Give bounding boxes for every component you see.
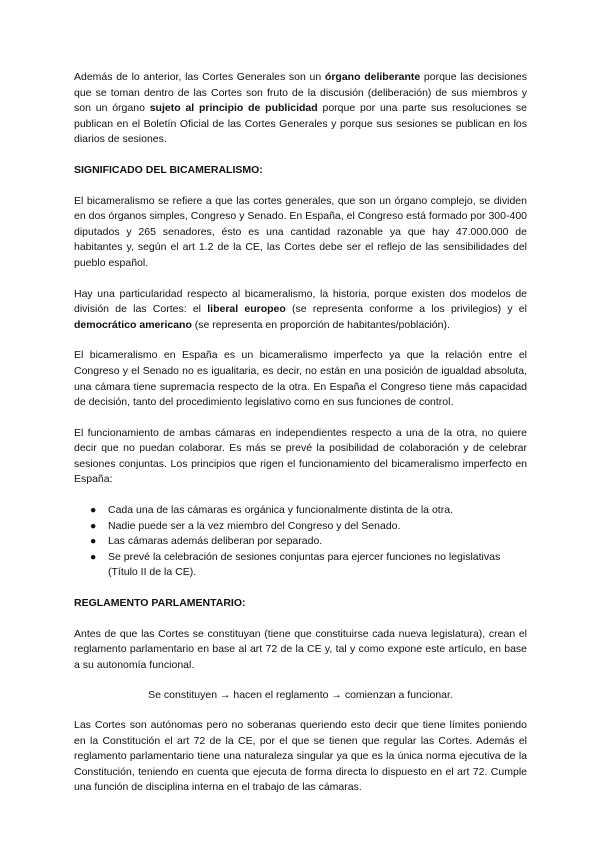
list-item: ● Se prevé la celebración de sesiones conjuntas para ejercer funciones no legislativas (Título II de la CE).: [90, 550, 501, 579]
bold-liberal-europeo: liberal europeo: [207, 303, 286, 316]
heading-reglamento: REGLAMENTO PARLAMENTARIO:: [74, 597, 246, 610]
heading-bicameralismo: SIGNIFICADO DEL BICAMERALISMO:: [74, 163, 263, 176]
bold-organo-deliberante: órgano deliberante: [324, 71, 421, 83]
paragraph-reglamento-intro: Antes de que las Cortes se constituyan (tiene que constituirse cada nueva legislatura), crean el reglamento parlamentario en base al art 72 de la CE y, tal y como expone este artículo, en base a su autonomía funcional.: [74, 627, 527, 671]
paragraph-bicameralismo-imperfecto: El bicameralismo en España es un bicameralismo imperfecto ya que la relación entre el Congreso y el Senado no es igualitaria, es decir, no están en una posición de igualdad absoluta, una cámara tiene supremacía respecto de la otra. En España el Congreso tiene más capacidad de decisión, tanto del procedimiento legislativo como en sus funciones de control.: [74, 349, 527, 409]
document-page: [74, 70, 527, 811]
list-item: ● Nadie puede ser a la vez miembro del Congreso y del Senado.: [74, 519, 527, 535]
bullet-icon: ●: [90, 504, 97, 517]
bold-democratico-americano: democrático americano: [74, 318, 192, 331]
bullet-icon: ●: [90, 535, 97, 548]
bullet-icon: ●: [90, 519, 97, 532]
list-item: ● Cada una de las cámaras es orgánica y funcionalmente distinta de la otra.: [74, 503, 527, 519]
paragraph-autonomia: Las Cortes son autónomas pero no soberanas queriendo esto decir que tiene límites poniendo en la Constitución el art 72 de la CE, por el que se tienen que regular las Cortes. Además el reglamento parlamentario tiene una naturaleza singular ya que es la única norma ejecutiva de la Constitución, teniendo en cuenta que ejecuta de forma directa lo dispuesto en el art 72. Cumple una función de disciplina interna en el trabajo de las cámaras.: [74, 719, 527, 794]
process-flow-line: Se constituyen → hacen el reglamento → comienzan a funcionar.: [148, 689, 453, 702]
list-item: ● Las cámaras además deliberan por separado.: [74, 534, 527, 550]
bullet-icon: ●: [90, 550, 97, 563]
paragraph-organo-deliberante: Además de lo anterior, las Cortes Generales son un órgano deliberante porque las decisiones que se toman dentro de las Cortes son fruto de la discusión (deliberación) de sus miembros y son un órgano sujeto al principio de publicidad porque por una parte sus resoluciones se publican en el Boletín Oficial de las Cortes Generales y porque sus sesiones se publican en los diarios de sesiones.: [74, 71, 528, 146]
paragraph-modelos: Hay una particularidad respecto al bicameralismo, la historia, porque existen dos modelos de división de las Cortes: el liberal europeo (se representa conforme a los privilegios) y el democrático americano (se representa en proporción de habitantes/población).: [74, 287, 527, 331]
paragraph-funcionamiento: El funcionamiento de ambas cámaras en independientes respecto a una de la otra, no quiere decir que no puedan colaborar. Es más se prevé la posibilidad de colaboración y de celebrar sesiones conjuntas. Los principios que rigen el funcionamiento del bicameralismo imperfecto en España:: [74, 426, 527, 486]
paragraph-bicameralismo-definicion: El bicameralismo se refiere a que las cortes generales, que son un órgano complejo, se dividen en dos órganos simples, Congreso y Senado. En España, el Congreso está formado por 300-400 diputados y 265 senadores, ésto es una cantidad razonable ya que hay 47.000.000 de habitantes y, según el art 1.2 de la CE, las Cortes debe ser el reflejo de las sensibilidades del pueblo español.: [74, 194, 527, 269]
principles-list: [74, 503, 527, 581]
bold-principio-publicidad: sujeto al principio de publicidad: [149, 102, 318, 115]
